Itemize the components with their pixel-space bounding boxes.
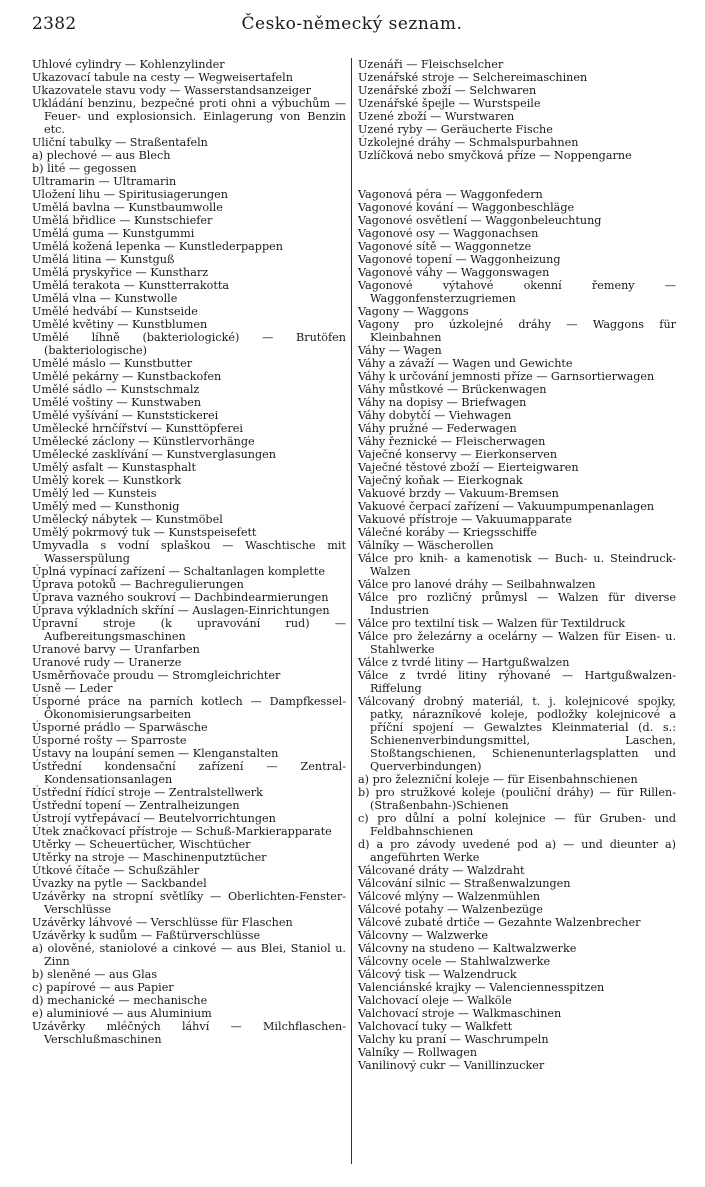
entry: Uzávěrky na stropní světlíky — Oberlichten-Fenster-Verschlüsse bbox=[32, 890, 346, 916]
sub-entry: c) papírové — aus Papier bbox=[32, 981, 174, 994]
entry: Vaječné konservy — Eierkonserven bbox=[358, 448, 558, 461]
entry: Ústavy na loupání semen — Klenganstalten bbox=[32, 747, 279, 760]
entry: Váhy a závaží — Wagen und Gewichte bbox=[358, 357, 573, 370]
sub-entry: a) pro železniční koleje — für Eisenbahnschienen bbox=[358, 773, 638, 786]
right-column bbox=[358, 58, 676, 1168]
entry: Valchovací tuky — Walkfett bbox=[358, 1020, 513, 1033]
entry: Umělá pryskyřice — Kunstharz bbox=[32, 266, 209, 279]
entry: Váhy na dopisy — Briefwagen bbox=[358, 396, 527, 409]
entry: Umělá litina — Kunstguß bbox=[32, 253, 175, 266]
entry: Valchovací stroje — Walkmaschinen bbox=[358, 1007, 562, 1020]
entry: Úpravní stroje (k upravování rud) — Aufbereitungsmaschinen bbox=[32, 617, 346, 643]
entry: Umělé sádlo — Kunstschmalz bbox=[32, 383, 200, 396]
entry: Umělecké hrnčířství — Kunsttöpferei bbox=[32, 422, 243, 435]
page-header bbox=[32, 14, 672, 40]
entry: Umělá guma — Kunstgummi bbox=[32, 227, 195, 240]
entry: Umělý asfalt — Kunstasphalt bbox=[32, 461, 196, 474]
sub-entry: e) aluminiové — aus Aluminium bbox=[32, 1007, 212, 1020]
entry: Váhy — Wagen bbox=[358, 344, 442, 357]
entry: Válcový tisk — Walzendruck bbox=[358, 968, 517, 981]
entry: Umělé máslo — Kunstbutter bbox=[32, 357, 193, 370]
entry: Úsporné práce na parních kotlech — Dampfkessel-Ökonomisierungsarbeiten bbox=[32, 695, 346, 721]
entry: Umělá terakota — Kunstterrakotta bbox=[32, 279, 229, 292]
entry: Vaječný koňak — Eierkognak bbox=[358, 474, 523, 487]
entry: Válcované dráty — Walzdraht bbox=[358, 864, 525, 877]
entry: Usměrňovače proudu — Stromgleichrichter bbox=[32, 669, 281, 682]
column-divider bbox=[351, 58, 352, 1164]
entry: Vagonové kování — Waggonbeschläge bbox=[358, 201, 575, 214]
entry: Umyvadla s vodní splaškou — Waschtische mit Wasserspülung bbox=[32, 539, 346, 565]
entry: Vagony pro úzkolejné dráhy — Waggons für Kleinbahnen bbox=[358, 318, 676, 344]
entry: Válcovny ocele — Stahlwalzwerke bbox=[358, 955, 551, 968]
entry: Úvazky na pytle — Sackbandel bbox=[32, 877, 207, 890]
entry: Úsporné rošty — Sparroste bbox=[32, 734, 187, 747]
entry: Uranové barvy — Uranfarben bbox=[32, 643, 200, 656]
entry: Uranové rudy — Uranerze bbox=[32, 656, 182, 669]
entry: Uzávěrky k sudům — Faßtürverschlüsse bbox=[32, 929, 261, 942]
entry: Vakuové čerpací zařízení — Vakuumpumpenanlagen bbox=[358, 500, 655, 513]
entry: Umělý korek — Kunstkork bbox=[32, 474, 182, 487]
entry: Váhy pružné — Federwagen bbox=[358, 422, 517, 435]
entry: Vagonové výtahové okenní řemeny — Waggonfensterzugriemen bbox=[358, 279, 676, 305]
entry: Válce pro textilní tisk — Walzen für Textildruck bbox=[358, 617, 626, 630]
entry: Válcové zubaté drtiče — Gezahnte Walzenbrecher bbox=[358, 916, 641, 929]
entry: Úsporné prádlo — Sparwäsche bbox=[32, 721, 208, 734]
entry: Válce z tvrdé litiny rýhované — Hartgußwalzen-Riffelung bbox=[358, 669, 676, 695]
entry: Umělé líhně (bakteriologické) — Brutöfen (bakteriologische) bbox=[32, 331, 346, 357]
sub-entry: c) pro důlní a polní kolejnice — für Gruben- und Feldbahnschienen bbox=[358, 812, 676, 838]
entry: Ukazovací tabule na cesty — Wegweisertafeln bbox=[32, 71, 293, 84]
entry: Uliční tabulky — Straßentafeln bbox=[32, 136, 208, 149]
entry: Valenciánské krajky — Valenciennesspitzen bbox=[358, 981, 605, 994]
entry: Vagonová péra — Waggonfedern bbox=[358, 188, 543, 201]
entry: Váhy můstkové — Brückenwagen bbox=[358, 383, 547, 396]
entry: Umělé hedvábí — Kunstseide bbox=[32, 305, 198, 318]
entry: Valníky — Rollwagen bbox=[358, 1046, 478, 1059]
entry: Umělé voštiny — Kunstwaben bbox=[32, 396, 202, 409]
entry: Válcové mlýny — Walzenmühlen bbox=[358, 890, 541, 903]
entry: Vakuové brzdy — Vakuum-Bremsen bbox=[358, 487, 559, 500]
entry: Ultramarin — Ultramarin bbox=[32, 175, 177, 188]
entry: Vakuové přístroje — Vakuumapparate bbox=[358, 513, 573, 526]
entry: Utěrky — Scheuertücher, Wischtücher bbox=[32, 838, 251, 851]
entry: Ústřední řídící stroje — Zentralstellwerk bbox=[32, 786, 263, 799]
entry: Uzenářské stroje — Selchereimaschinen bbox=[358, 71, 588, 84]
entry: Utěrky na stroje — Maschinenputztücher bbox=[32, 851, 267, 864]
entry: Úprava potoků — Bachregulierungen bbox=[32, 578, 244, 591]
entry: Umělecký nábytek — Kunstmöbel bbox=[32, 513, 223, 526]
sub-entry: a) plechové — aus Blech bbox=[32, 149, 171, 162]
entry: Umělá břidlice — Kunstschiefer bbox=[32, 214, 213, 227]
entry: Umělé pekárny — Kunstbackofen bbox=[32, 370, 222, 383]
entry: Válcování silnic — Straßenwalzungen bbox=[358, 877, 571, 890]
entry: Ústřední kondensační zařízení — Zentral-Kondensationsanlagen bbox=[32, 760, 346, 786]
entry: Uhlové cylindry — Kohlenzylinder bbox=[32, 58, 225, 71]
entry: Uzenářské špejle — Wurstspeile bbox=[358, 97, 541, 110]
entry: Umělé květiny — Kunstblumen bbox=[32, 318, 208, 331]
sub-entry: b) pro stružkové koleje (pouliční dráhy) — für Rillen-(Straßenbahn-)Schienen bbox=[358, 786, 676, 812]
entry: Vanilinový cukr — Vanillinzucker bbox=[358, 1059, 545, 1072]
entry: Ústřední topení — Zentralheizungen bbox=[32, 799, 240, 812]
entry: Válce pro železárny a ocelárny — Walzen für Eisen- u. Stahlwerke bbox=[358, 630, 676, 656]
entry: Uložení lihu — Spiritusiagerungen bbox=[32, 188, 229, 201]
entry: Válcovaný drobný materiál, t. j. kolejnicové spojky, patky, nárazníkové koleje, podložky kolejnicové a příční spojení — Gewalztes Kleinmaterial (d. s.: Schienenverbindungsmittel, Laschen, Stoßtangschienen, Schienenunterlagsplatten und Querverbindungen) bbox=[358, 695, 676, 773]
entry: Valchovací oleje — Walköle bbox=[358, 994, 512, 1007]
left-column bbox=[32, 58, 346, 1168]
page-number: 2382 bbox=[32, 14, 77, 34]
entry: Vagonové osvětlení — Waggonbeleuchtung bbox=[358, 214, 602, 227]
entry: Uzenáři — Fleischselcher bbox=[358, 58, 504, 71]
entry: Úzkolejné dráhy — Schmalspurbahnen bbox=[358, 136, 579, 149]
entry: Váhy k určování jemnosti příze — Garnsortierwagen bbox=[358, 370, 655, 383]
entry: Vagonové osy — Waggonachsen bbox=[358, 227, 539, 240]
entry: Ústrojí vytřepávací — Beutelvorrichtungen bbox=[32, 812, 276, 825]
page-title: Česko-německý seznam. bbox=[241, 14, 463, 34]
entry: Umělá vlna — Kunstwolle bbox=[32, 292, 178, 305]
entry: Vagonové sítě — Waggonnetze bbox=[358, 240, 532, 253]
entry: Usně — Leder bbox=[32, 682, 113, 695]
entry: Vaječné těstové zboží — Eierteigwaren bbox=[358, 461, 579, 474]
entry: Válce pro knih- a kamenotisk — Buch- u. Steindruck-Walzen bbox=[358, 552, 676, 578]
entry: Umělá kožená lepenka — Kunstlederpappen bbox=[32, 240, 283, 253]
entry: Ukládání benzinu, bezpečné proti ohni a výbuchům — Feuer- und explosionsich. Einlagerung von Benzin etc. bbox=[32, 97, 346, 136]
entry: Váhy řeznické — Fleischerwagen bbox=[358, 435, 546, 448]
entry: Válce pro rozličný průmysl — Walzen für diverse Industrien bbox=[358, 591, 676, 617]
entry: Umělá bavlna — Kunstbaumwolle bbox=[32, 201, 223, 214]
entry: Ukazovatele stavu vody — Wasserstandsanzeiger bbox=[32, 84, 311, 97]
entry: Umělé vyšívání — Kunststickerei bbox=[32, 409, 219, 422]
section-gap bbox=[358, 162, 676, 188]
sub-entry: d) a pro závody uvedené pod a) — und dieunter a) angeführten Werke bbox=[358, 838, 676, 864]
entry: Valchy ku praní — Waschrumpeln bbox=[358, 1033, 549, 1046]
entry: Úplná vypínací zařízení — Schaltanlagen komplette bbox=[32, 565, 325, 578]
sub-entry: d) mechanické — mechanische bbox=[32, 994, 208, 1007]
entry: Úprava výkladních skříní — Auslagen-Einrichtungen bbox=[32, 604, 330, 617]
entry: Úprava vazného soukroví — Dachbindearmierungen bbox=[32, 591, 329, 604]
entry: Vagony — Waggons bbox=[358, 305, 469, 318]
entry: Uzávěrky láhvové — Verschlüsse für Flaschen bbox=[32, 916, 293, 929]
entry: Útek značkovací přístroje — Schuß-Markierapparate bbox=[32, 825, 332, 838]
entry: Uzávěrky mléčných láhví — Milchflaschen-Verschlußmaschinen bbox=[32, 1020, 346, 1046]
entry: Válcovny na studeno — Kaltwalzwerke bbox=[358, 942, 577, 955]
entry: Válce pro lanové dráhy — Seilbahnwalzen bbox=[358, 578, 596, 591]
entry: Vagonové váhy — Waggonswagen bbox=[358, 266, 550, 279]
entry: Uzlíčková nebo smyčková příze — Noppengarne bbox=[358, 149, 632, 162]
entry: Válcové potahy — Walzenbezüge bbox=[358, 903, 543, 916]
entry: Válníky — Wäscherollen bbox=[358, 539, 494, 552]
entry: Umělý med — Kunsthonig bbox=[32, 500, 180, 513]
entry: Uzenářské zboží — Selchwaren bbox=[358, 84, 537, 97]
entry: Umělecké zasklívání — Kunstverglasungen bbox=[32, 448, 276, 461]
entry: Uzené zboží — Wurstwaren bbox=[358, 110, 515, 123]
entry: Válcovny — Walzwerke bbox=[358, 929, 489, 942]
sub-entry: b) lité — gegossen bbox=[32, 162, 137, 175]
entry: Váhy dobytčí — Viehwagen bbox=[358, 409, 512, 422]
entry: Válečné koráby — Kriegsschiffe bbox=[358, 526, 538, 539]
entry: Útkové čítače — Schußzähler bbox=[32, 864, 200, 877]
entry: Uzené ryby — Geräucherte Fische bbox=[358, 123, 553, 136]
entry: Válce z tvrdé litiny — Hartgußwalzen bbox=[358, 656, 570, 669]
entry: Umělý pokrmový tuk — Kunstspeisefett bbox=[32, 526, 257, 539]
entry: Umělecké záclony — Künstlervorhänge bbox=[32, 435, 255, 448]
sub-entry: a) olověné, staniolové a cinkové — aus Blei, Staniol u. Zinn bbox=[32, 942, 346, 968]
entry: Umělý led — Kunsteis bbox=[32, 487, 157, 500]
sub-entry: b) sleněné — aus Glas bbox=[32, 968, 158, 981]
entry: Vagonové topení — Waggonheizung bbox=[358, 253, 561, 266]
